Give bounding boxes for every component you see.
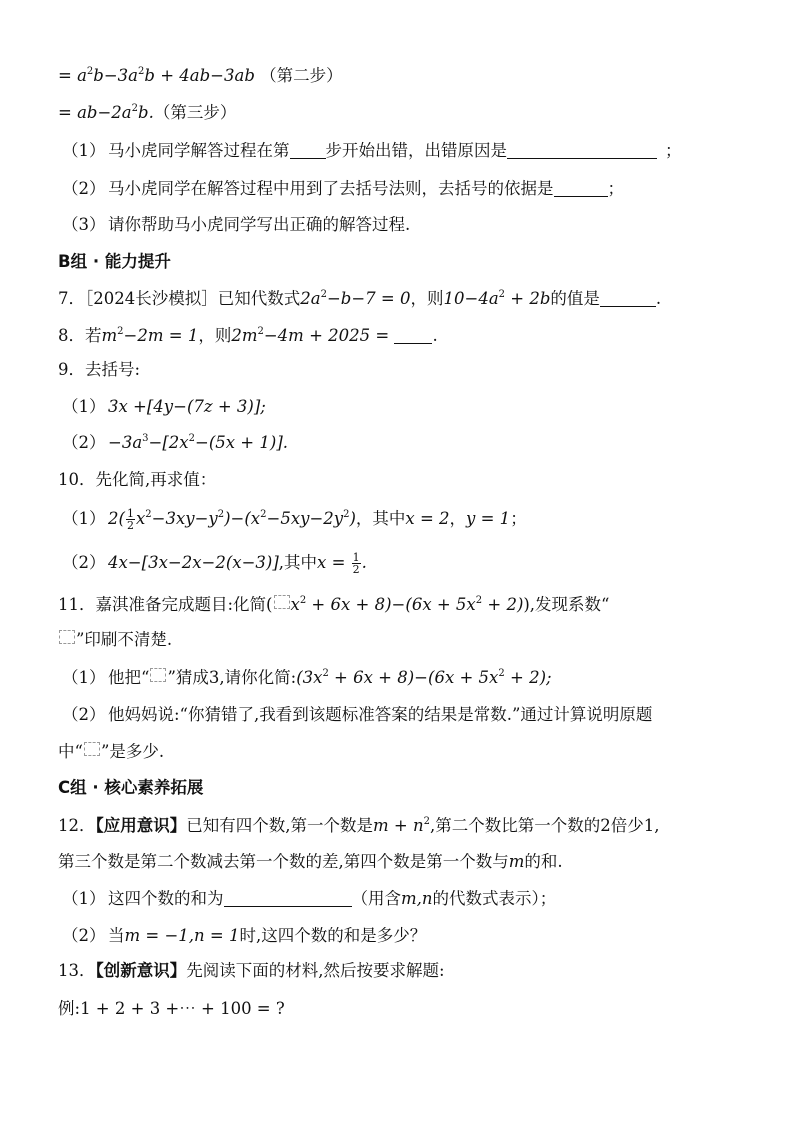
unclear-coefficient-box — [274, 595, 290, 609]
step-3-line: = $ab-2a^2b$.（第三步） — [58, 103, 237, 122]
problem-9-1: （1） 3x +[4y−(7z + 3)]; — [62, 397, 266, 416]
section-b-title: B组 · 能力提升 — [58, 252, 171, 271]
subq-1: （1） 马小虎同学解答过程在第 步开始出错，出错原因是 ； — [62, 141, 682, 160]
problem-9: 9．去括号: — [58, 360, 141, 379]
step-2-line: = $a^2b-3a^2b + 4ab-3ab$ （第二步） — [58, 66, 343, 85]
problem-8: 8．若$m^2-2m = 1$，则$2m^2-4m + 2025$ = . — [58, 326, 438, 345]
unclear-coefficient-box — [150, 668, 166, 682]
answer-blank[interactable] — [554, 179, 608, 197]
problem-10-1: （1） 2( $\frac{1}{2}$ $x^2-3xy-y^2)-(x^2-5xy-2y^2)$，其中x = 2，y = 1； — [62, 507, 527, 532]
subq-2: （2） 马小虎同学在解答过程中用到了去括号法则，去括号的依据是 ； — [62, 179, 624, 198]
answer-blank[interactable] — [600, 289, 656, 307]
problem-9-2: $(2) -3a^3-[2x^2-(5x + 1)]$. — [62, 433, 288, 452]
problem-7: 7．［2024长沙模拟］已知代数式$2a^2-b-7 = 0$，则$10-4a^2 + 2b$的值是 . — [58, 289, 662, 308]
problem-12: 12．【应用意识】已知有四个数,第一个数是$m + n^2$,第二个数比第一个数的2倍少1, — [58, 816, 660, 835]
answer-blank[interactable] — [394, 326, 432, 344]
subq-3: （3） 请你帮助马小虎同学写出正确的解答过程. — [62, 215, 411, 234]
answer-blank[interactable] — [507, 141, 657, 159]
problem-11-cont: ”印刷不清楚. — [58, 628, 172, 652]
problem-11: 11．嘉淇准备完成题目:化简( $x^2 + 6x + 8)-(6x + 5x^2 + 2)$),发现系数“ — [58, 595, 610, 614]
problem-12-1: （1） 这四个数的和为 （用含m,n的代数式表示）； — [62, 889, 557, 908]
section-c-title: C组 · 核心素养拓展 — [58, 778, 204, 797]
problem-11-2: （2） 他妈妈说:“你猜错了,我看到该题标准答案的结果是常数.”通过计算说明原题 — [62, 705, 653, 724]
problem-10-2: （2） 4x−[3x−2x−2(x−3)],其中x = $\frac{1}{2}$ . — [62, 551, 367, 576]
problem-10: 10．先化简,再求值： — [58, 470, 217, 489]
unclear-coefficient-box — [59, 630, 75, 644]
answer-blank[interactable] — [224, 889, 352, 907]
unclear-coefficient-box — [84, 742, 100, 756]
problem-13-example: 例:1 + 2 + 3 +⋯ + 100 = ? — [58, 999, 285, 1018]
problem-13: 13．【创新意识】先阅读下面的材料,然后按要求解题: — [58, 961, 445, 980]
answer-blank[interactable] — [290, 141, 326, 159]
problem-12-2: （2） 当m = −1,n = 1时,这四个数的和是多少？ — [62, 926, 427, 945]
problem-12-cont: 第三个数是第二个数减去第一个数的差,第四个数是第一个数与m的和. — [58, 852, 563, 871]
problem-11-2-cont: 中“ ”是多少. — [58, 742, 165, 761]
problem-11-1: （1） 他把“ ”猜成3,请你化简$:(3x^2 + 6x + 8)-(6x + 5x^2 + 2)$; — [62, 668, 552, 687]
